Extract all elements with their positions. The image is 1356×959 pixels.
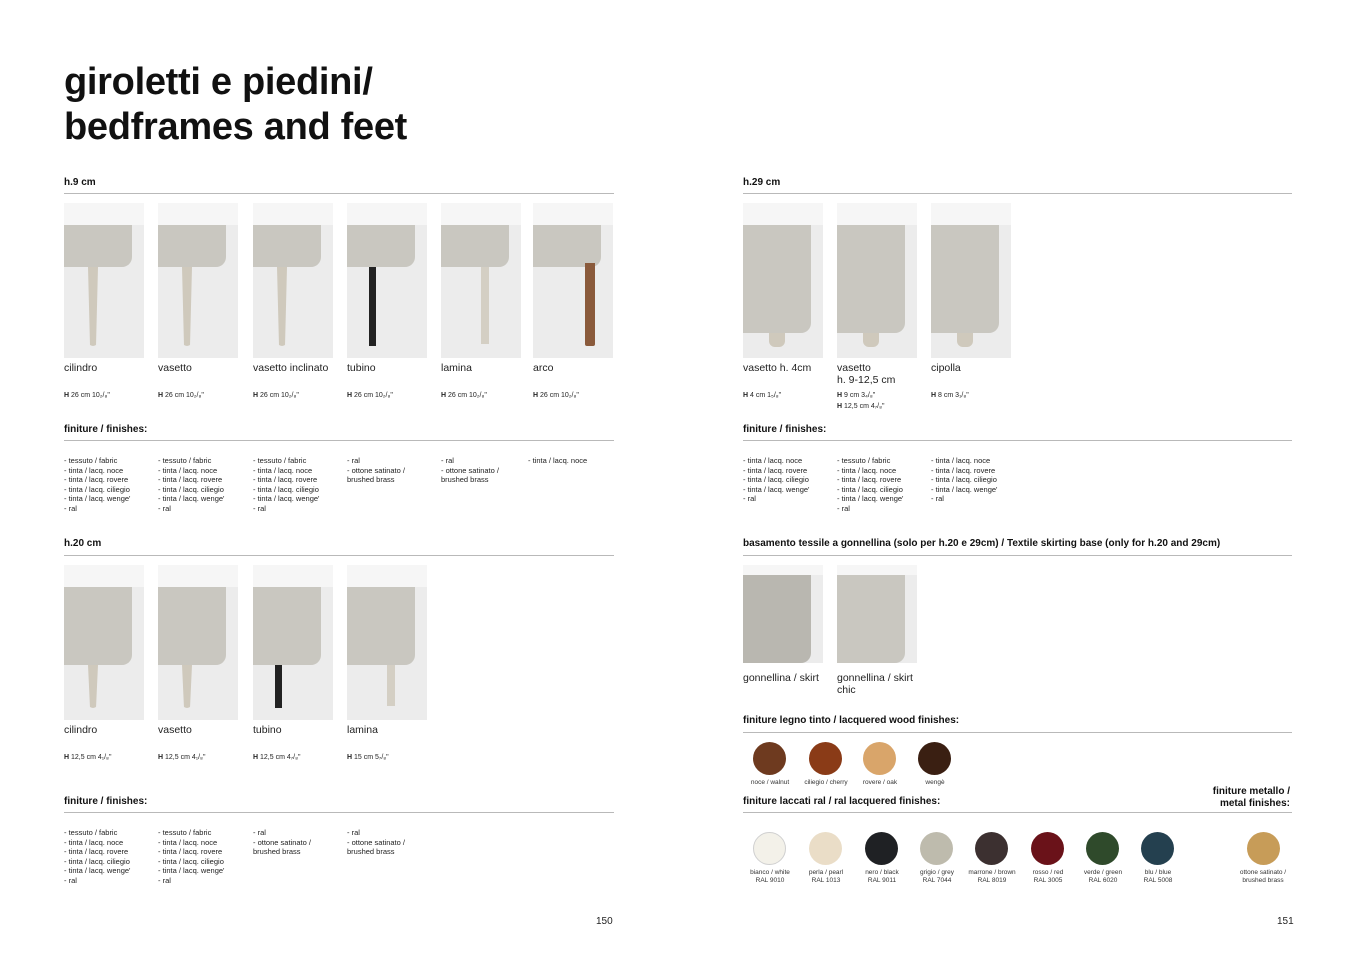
mattress-shape bbox=[253, 203, 333, 225]
finish-item: - tinta / lacq. noce bbox=[743, 456, 803, 465]
swatch-label-line-1: grigio / grey bbox=[920, 869, 954, 876]
leg-shape bbox=[369, 267, 376, 346]
finish-item: - tinta / lacq. noce bbox=[158, 465, 218, 475]
dimension-prefix: H bbox=[441, 392, 447, 399]
product-name: vasetto h. 9-12,5 cm bbox=[837, 362, 896, 386]
page-title bbox=[64, 60, 407, 150]
swatch-label-line-2: RAL 7044 bbox=[922, 877, 952, 884]
product-dimension bbox=[253, 752, 300, 763]
finish-item: brushed brass bbox=[253, 847, 301, 857]
leg-shape bbox=[182, 665, 192, 708]
product-name: arco bbox=[533, 362, 554, 374]
color-swatch bbox=[863, 742, 896, 775]
section-rule bbox=[743, 440, 1292, 441]
metal-swatch-label bbox=[1228, 869, 1298, 885]
bedframe-shape bbox=[64, 225, 132, 267]
color-swatch bbox=[1141, 832, 1174, 865]
swatch-label-line-2: RAL 5008 bbox=[1143, 877, 1173, 884]
bedframe-shape bbox=[253, 587, 321, 665]
dimension-value: 12,5 cm 4₁/₈" bbox=[69, 754, 112, 761]
leg-shape bbox=[88, 665, 98, 708]
page-title-line-1: giroletti e piedini/ bbox=[64, 61, 373, 103]
finish-item: - ral bbox=[347, 456, 360, 465]
bedframe-shape bbox=[158, 587, 226, 665]
leg-shape bbox=[275, 665, 282, 708]
leg-shape bbox=[182, 267, 192, 346]
dimension-value: 12,5 cm 4₇/₈" bbox=[258, 754, 301, 761]
finish-item: - ral bbox=[253, 828, 266, 837]
finish-list bbox=[158, 828, 224, 886]
mattress-shape bbox=[253, 565, 333, 587]
finish-list bbox=[837, 456, 903, 514]
mattress-shape bbox=[743, 565, 823, 575]
product-name: cilindro bbox=[64, 362, 98, 374]
finish-item: - tinta / lacq. wenge' bbox=[931, 484, 998, 494]
mattress-shape bbox=[441, 203, 521, 225]
product-name: vasetto h. 4cm bbox=[743, 362, 812, 374]
finish-item: - tinta / lacq. ciliegio bbox=[158, 856, 224, 866]
finish-item: - tinta / lacq. ciliegio bbox=[64, 856, 130, 866]
finish-item: - tessuto / fabric bbox=[64, 828, 118, 837]
product-dimension bbox=[158, 390, 204, 401]
dimension-value: 26 cm 10₂/₈" bbox=[163, 392, 204, 399]
leg-shape bbox=[957, 333, 973, 347]
swatch-label-line-1: perla / pearl bbox=[808, 869, 844, 876]
finish-item: brushed brass bbox=[347, 847, 395, 857]
dimension-value: 26 cm 10₂/₈" bbox=[69, 392, 110, 399]
color-swatch bbox=[753, 832, 786, 865]
finish-list bbox=[743, 456, 809, 504]
product-name: lamina bbox=[347, 724, 378, 736]
bedframe-shape bbox=[64, 587, 132, 665]
finish-item: - ral bbox=[64, 503, 77, 513]
dimension-prefix: H bbox=[64, 392, 70, 399]
product-dimension bbox=[837, 390, 875, 401]
mattress-shape bbox=[837, 203, 917, 225]
product-photo bbox=[158, 203, 238, 358]
metal-finishes-heading bbox=[1180, 786, 1290, 810]
bedframe-shape bbox=[347, 587, 415, 665]
product-photo bbox=[158, 565, 238, 720]
swatch-label-line-2: RAL 3005 bbox=[1033, 877, 1063, 884]
dimension-value: 9 cm 3₄/₈" bbox=[842, 392, 876, 399]
section-heading-h9: h.9 cm bbox=[64, 177, 96, 188]
finish-item: - tinta / lacq. rovere bbox=[837, 475, 902, 485]
dimension-prefix: H bbox=[64, 754, 70, 761]
bedframe-shape bbox=[253, 225, 321, 267]
leg-shape bbox=[769, 333, 785, 347]
mattress-shape bbox=[931, 203, 1011, 225]
skirt-heading: basamento tessile a gonnellina (solo per h.20 e 29cm) / Textile skirting base (only for h.20 and 29cm) bbox=[743, 538, 1221, 549]
finish-item: - tinta / lacq. ciliegio bbox=[158, 484, 224, 494]
product-photo bbox=[743, 203, 823, 358]
color-swatch bbox=[918, 742, 951, 775]
section-rule bbox=[64, 555, 614, 556]
dimension-prefix: H bbox=[837, 403, 843, 410]
finish-item: - tinta / lacq. ciliegio bbox=[743, 475, 809, 485]
finish-item: - tinta / lacq. rovere bbox=[158, 475, 223, 485]
product-photo bbox=[64, 565, 144, 720]
product-dimension bbox=[743, 390, 781, 401]
product-dimension bbox=[158, 752, 205, 763]
section-rule bbox=[64, 812, 614, 813]
product-name: lamina bbox=[441, 362, 472, 374]
swatch-label: wengè bbox=[925, 779, 945, 786]
metal-swatch-label-line-1: ottone satinato / bbox=[1239, 869, 1287, 876]
metal-swatch-brass bbox=[1247, 832, 1280, 865]
product-dimension bbox=[253, 390, 299, 401]
mattress-shape bbox=[837, 565, 917, 575]
product-dimension bbox=[533, 390, 579, 401]
finish-item: - tinta / lacq. rovere bbox=[253, 475, 318, 485]
swatch-label-line-1: rosso / red bbox=[1032, 869, 1064, 876]
leg-shape bbox=[863, 333, 879, 347]
finish-list bbox=[253, 828, 311, 857]
product-photo bbox=[347, 565, 427, 720]
metal-swatch-label-line-2: brushed brass bbox=[1242, 877, 1284, 884]
swatch-label bbox=[1123, 869, 1193, 885]
finish-item: - ottone satinato / bbox=[347, 465, 405, 475]
finish-item: - ral bbox=[158, 875, 171, 885]
product-dimension bbox=[931, 390, 969, 401]
finish-item: - tinta / lacq. noce bbox=[64, 837, 124, 847]
finish-item: - tinta / lacq. ciliegio bbox=[253, 484, 319, 494]
finish-item: - tinta / lacq. wenge' bbox=[253, 494, 320, 504]
finish-item: - tinta / lacq. rovere bbox=[64, 847, 129, 857]
metal-finishes-heading-line-2: metal finishes: bbox=[1219, 798, 1290, 809]
bedframe-shape bbox=[347, 225, 415, 267]
product-name: gonnellina / skirt bbox=[743, 672, 819, 684]
dimension-value: 4 cm 1₅/₈" bbox=[748, 392, 782, 399]
finish-item: - tinta / lacq. noce bbox=[931, 456, 991, 465]
finish-list bbox=[347, 456, 405, 485]
finish-item: - tinta / lacq. wenge' bbox=[158, 494, 225, 504]
product-photo bbox=[837, 565, 917, 663]
finish-list bbox=[253, 456, 319, 514]
swatch-label-line-1: marrone / brown bbox=[968, 869, 1016, 876]
product-name: vasetto inclinato bbox=[253, 362, 329, 374]
finish-item: - tinta / lacq. rovere bbox=[158, 847, 223, 857]
finish-item: - ral bbox=[743, 494, 756, 504]
product-name: tubino bbox=[253, 724, 282, 736]
finish-item: - tinta / lacq. ciliegio bbox=[64, 484, 130, 494]
finish-item: - ottone satinato / bbox=[347, 837, 405, 847]
product-photo bbox=[64, 203, 144, 358]
leg-shape bbox=[585, 263, 595, 346]
product-photo bbox=[931, 203, 1011, 358]
mattress-shape bbox=[158, 565, 238, 587]
dimension-prefix: H bbox=[158, 754, 164, 761]
finish-list bbox=[931, 456, 997, 504]
mattress-shape bbox=[64, 203, 144, 225]
section-rule bbox=[743, 812, 1292, 813]
section-rule bbox=[64, 193, 614, 194]
section-rule bbox=[743, 193, 1292, 194]
finish-item: - ral bbox=[441, 456, 454, 465]
dimension-prefix: H bbox=[347, 392, 353, 399]
finish-list bbox=[64, 828, 130, 886]
swatch-label-line-1: bianco / white bbox=[750, 869, 790, 876]
product-dimension bbox=[64, 390, 110, 401]
product-name: tubino bbox=[347, 362, 376, 374]
bedframe-shape bbox=[158, 225, 226, 267]
product-name: vasetto bbox=[158, 362, 192, 374]
ral-finishes-heading: finiture laccati ral / ral lacquered finishes: bbox=[743, 796, 941, 807]
finish-item: - ral bbox=[64, 875, 77, 885]
finish-item: brushed brass bbox=[441, 475, 489, 485]
bedframe-shape bbox=[837, 575, 905, 663]
section-heading-h20: h.20 cm bbox=[64, 538, 102, 549]
swatch-label-line-2: RAL 9011 bbox=[867, 877, 897, 884]
product-photo bbox=[533, 203, 613, 358]
page-title-line-2: bedframes and feet bbox=[64, 106, 408, 148]
page-number-right: 151 bbox=[1277, 916, 1294, 927]
finish-item: - ral bbox=[837, 503, 850, 513]
product-dimension bbox=[837, 401, 884, 412]
dimension-prefix: H bbox=[931, 392, 937, 399]
finish-item: - tessuto / fabric bbox=[253, 456, 307, 465]
finish-item: - tessuto / fabric bbox=[158, 456, 212, 465]
mattress-shape bbox=[64, 565, 144, 587]
color-swatch bbox=[809, 742, 842, 775]
mattress-shape bbox=[533, 203, 613, 225]
finish-list bbox=[441, 456, 499, 485]
finish-list bbox=[64, 456, 130, 514]
finish-item: - tinta / lacq. rovere bbox=[743, 465, 808, 475]
finishes-heading-h9: finiture / finishes: bbox=[64, 424, 148, 435]
finish-item: - tinta / lacq. wenge' bbox=[837, 494, 904, 504]
finishes-heading-h29: finiture / finishes: bbox=[743, 424, 827, 435]
finish-item: - tinta / lacq. noce bbox=[64, 465, 124, 475]
leg-shape bbox=[387, 665, 395, 706]
finish-item: - ral bbox=[931, 494, 944, 504]
swatch-label-line-1: nero / black bbox=[865, 869, 899, 876]
finish-item: - tessuto / fabric bbox=[158, 828, 212, 837]
finish-item: - ral bbox=[347, 828, 360, 837]
finish-item: - tinta / lacq. wenge' bbox=[158, 866, 225, 876]
section-rule bbox=[743, 555, 1292, 556]
product-photo bbox=[253, 203, 333, 358]
product-dimension bbox=[347, 752, 389, 763]
section-rule bbox=[64, 440, 614, 441]
dimension-prefix: H bbox=[253, 392, 259, 399]
leg-shape bbox=[277, 267, 287, 346]
product-photo bbox=[837, 203, 917, 358]
mattress-shape bbox=[743, 203, 823, 225]
product-name: gonnellina / skirt chic bbox=[837, 672, 913, 696]
finish-item: - ottone satinato / bbox=[253, 837, 311, 847]
color-swatch bbox=[1086, 832, 1119, 865]
bedframe-shape bbox=[533, 225, 601, 267]
color-swatch bbox=[920, 832, 953, 865]
bedframe-shape bbox=[837, 225, 905, 333]
mattress-shape bbox=[158, 203, 238, 225]
section-heading-h29: h.29 cm bbox=[743, 177, 781, 188]
product-dimension bbox=[64, 752, 111, 763]
dimension-prefix: H bbox=[837, 392, 843, 399]
swatch-label-line-2: RAL 6020 bbox=[1088, 877, 1118, 884]
product-photo bbox=[743, 565, 823, 663]
color-swatch bbox=[1031, 832, 1064, 865]
leg-shape bbox=[481, 267, 489, 344]
bedframe-shape bbox=[931, 225, 999, 333]
finish-item: - ottone satinato / bbox=[441, 465, 499, 475]
metal-finishes-heading-line-1: finiture metallo / bbox=[1212, 786, 1290, 797]
page-number-left: 150 bbox=[596, 916, 613, 927]
finishes-heading-h20: finiture / finishes: bbox=[64, 796, 148, 807]
swatch-label: rovere / oak bbox=[862, 779, 898, 786]
section-rule bbox=[743, 732, 1292, 733]
finish-item: brushed brass bbox=[347, 475, 395, 485]
product-photo bbox=[347, 203, 427, 358]
dimension-prefix: H bbox=[158, 392, 164, 399]
finish-item: - tinta / lacq. wenge' bbox=[64, 866, 131, 876]
finish-item: - tinta / lacq. noce bbox=[253, 465, 313, 475]
leg-shape bbox=[88, 267, 98, 346]
swatch-label-line-2: RAL 1013 bbox=[811, 877, 841, 884]
product-photo bbox=[253, 565, 333, 720]
finish-item: - tinta / lacq. noce bbox=[528, 456, 588, 465]
finish-item: - tinta / lacq. rovere bbox=[931, 465, 996, 475]
color-swatch bbox=[809, 832, 842, 865]
dimension-value: 26 cm 10₂/₈" bbox=[352, 392, 393, 399]
finish-item: - tinta / lacq. noce bbox=[837, 465, 897, 475]
color-swatch bbox=[975, 832, 1008, 865]
bedframe-shape bbox=[743, 575, 811, 663]
dimension-value: 12,5 cm 4₇/₈" bbox=[842, 403, 885, 410]
product-name: cilindro bbox=[64, 724, 98, 736]
dimension-value: 12,5 cm 4₁/₈" bbox=[163, 754, 206, 761]
dimension-value: 8 cm 3₁/₈" bbox=[936, 392, 969, 399]
dimension-prefix: H bbox=[347, 754, 353, 761]
swatch-label-line-2: RAL 8019 bbox=[977, 877, 1007, 884]
swatch-label-line-2: RAL 9010 bbox=[755, 877, 785, 884]
dimension-value: 26 cm 10₂/₈" bbox=[446, 392, 487, 399]
dimension-value: 15 cm 5₇/₈" bbox=[352, 754, 389, 761]
product-name: vasetto bbox=[158, 724, 192, 736]
color-swatch bbox=[865, 832, 898, 865]
finish-list bbox=[158, 456, 224, 514]
swatch-label-line-1: blu / blue bbox=[1144, 869, 1172, 876]
mattress-shape bbox=[347, 203, 427, 225]
finish-list bbox=[528, 456, 587, 466]
finish-item: - ral bbox=[253, 503, 266, 513]
swatch-label-line-1: verde / green bbox=[1083, 869, 1123, 876]
product-photo bbox=[441, 203, 521, 358]
color-swatch bbox=[753, 742, 786, 775]
finish-item: - tinta / lacq. wenge' bbox=[743, 484, 810, 494]
dimension-value: 26 cm 10₂/₈" bbox=[258, 392, 299, 399]
finish-item: - tinta / lacq. ciliegio bbox=[837, 484, 903, 494]
product-dimension bbox=[347, 390, 393, 401]
finish-item: - ral bbox=[158, 503, 171, 513]
mattress-shape bbox=[347, 565, 427, 587]
dimension-prefix: H bbox=[743, 392, 749, 399]
bedframe-shape bbox=[441, 225, 509, 267]
finish-item: - tinta / lacq. noce bbox=[158, 837, 218, 847]
swatch-label: noce / walnut bbox=[750, 779, 790, 786]
finish-item: - tessuto / fabric bbox=[837, 456, 891, 465]
dimension-prefix: H bbox=[533, 392, 539, 399]
wood-finishes-heading: finiture legno tinto / lacquered wood finishes: bbox=[743, 715, 960, 726]
finish-item: - tinta / lacq. wenge' bbox=[64, 494, 131, 504]
finish-item: - tinta / lacq. ciliegio bbox=[931, 475, 997, 485]
finish-list bbox=[347, 828, 405, 857]
swatch-label: ciliegio / cherry bbox=[804, 779, 848, 786]
product-dimension bbox=[441, 390, 487, 401]
bedframe-shape bbox=[743, 225, 811, 333]
dimension-prefix: H bbox=[253, 754, 259, 761]
finish-item: - tinta / lacq. rovere bbox=[64, 475, 129, 485]
dimension-value: 26 cm 10₂/₈" bbox=[538, 392, 579, 399]
finish-item: - tessuto / fabric bbox=[64, 456, 118, 465]
product-name: cipolla bbox=[931, 362, 961, 374]
